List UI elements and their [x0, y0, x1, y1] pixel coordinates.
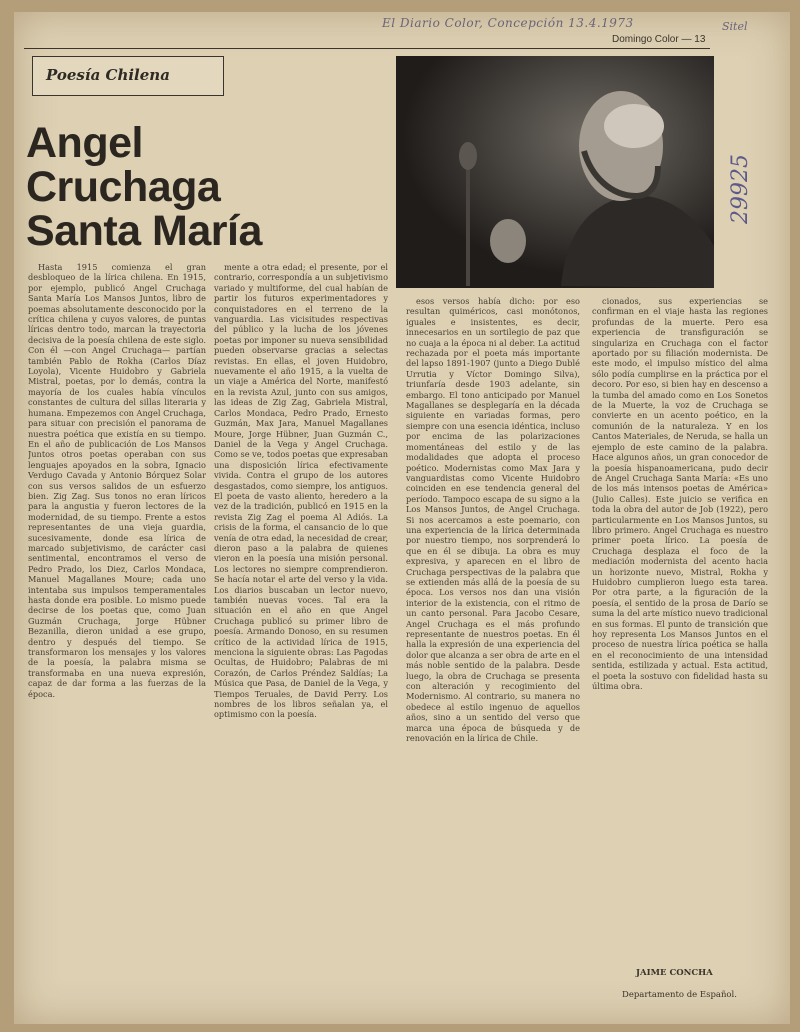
handwritten-source-note: El Diario Color, Concepción 13.4.1973 [382, 16, 634, 30]
author-photo-image [396, 56, 714, 288]
column-4-text: cionados, sus experiencias se confirman en el viaje hasta las regiones profundas de la muerte. Pero esa experiencia de transfiguración se singulariza en Cruchaga con el factor aportado por su filiación modernista. De este modo, el impulso místico del alma sólo podía cumplirse en la práctica por el decoro. Por eso, si bien hay en descenso a la tumba del amado como en Los Sonetos de la Muerte, la voz de Cruchaga se convierte en un acento poético, en la comunión de la naturaleza. Y en los Cantos Materiales, de Neruda, se halla un ejemplo de este camino de la palabra. Hace algunos años, un gran conocedor de la poesía hispanoamericana, pudo decir de Angel Cruchaga Santa María: «Es uno de los más intensos poetas de América» (Julio Calles). Este juicio se verifica en toda la obra del autor de Job (1922), pero particularmente en Los Mansos Juntos, su libro primero. Angel Cruchaga es nuestro primer poeta lírico. La poesía de Cruchaga desplaza el foco de la mediación modernista del acento hacia un horizonte nuevo, Mistral, Rokha y Huidobro cumplieron luego esta tarea. Por otra parte, a la figuración de la poesía, el sentido de la prosa de Darío se suma la del arte místico nuevo tradicional en sus formas. El punto de transición que hoy representa Los Mansos Juntos en el proceso de nuestra lírica poética se halla en el reconocimiento de una intensidad sentida, estilizada y actual. Esta actitud, el poeta la sostuvo con fidelidad hasta su última obra. [592, 296, 768, 692]
column-1-text: Hasta 1915 comienza el gran desbloqueo de la lírica chilena. En 1915, por ejemplo, publicó Angel Cruchaga Santa María Los Mansos Juntos, libro de poemas absolutamente desconocido por la crítica chilena y cuyos valores, de puntas líricas dentro todo, marcan la trayectoria decisiva de la poesía chilena de este siglo. Con él —con Angel Cruchaga— partían también Pablo de Rokha (Carlos Díaz Loyola), Vicente Huidobro y Gabriela Mistral, poetas, por lo demás, contra la mayoría de los cuales había vínculos constantes de cultura del sillas literaria y humana. Empezemos con Angel Cruchaga, para situar con precisión el panorama de nuestra poética que existía en su tiempo. En el año de publicación de Los Mansos Juntos otros poetas operaban con sus lenguajes apoyados en la sobra, Ignacio Verdugo Cavada y Antonio Bórquez Solar con sus versos salidos de un esfuerzo bien. Zig Zag. Sus tonos no eran líricos para la angustia y fueron lectores de la modernidad, de su tiempo. Frente a estos representantes de una vieja guardia, sucesivamente, donde esa lírica de marcado subjetivismo, de carácter casi sentimental, encontramos el verso de Pedro Prado, los Diez, Carlos Mondaca, Manuel Magallanes Moure; cada uno intentaba sus impulsos temperamentales hasta donde era posible. Lo mismo puede decirse de los poetas que, como Juan Guzmán Cruchaga, Jorge Hübner Bezanilla, dieron unidad a ese grupo, dentro y después del tiempo. Se transformaron los mensajes y los valores de la poesía, la palabra misma se transformaba en una nueva expresión, capaz de dar forma a las fuerzas de la época. [28, 262, 206, 699]
article-column-3 [406, 296, 580, 1012]
article-title-line-3: Santa María [26, 207, 262, 255]
article-title-line-1: Angel [26, 119, 143, 167]
page-header: Domingo Color — 13 [612, 34, 706, 45]
author-department: Departamento de Español. [622, 990, 737, 1000]
column-2-text: mente a otra edad; el presente, por el contrario, correspondía a un subjetivismo variado y multiforme, del cual habían de partir los futuros experimentadores y conquistadores en el terreno de la vanguardia. Las vicisitudes respectivas del público y la lucha de los jóvenes poetas por imponer su nueva sensibilidad pueden observarse gracias a selectas revistas. En ellas, el joven Huidobro, nuevamente el año 1915, a la vuelta de un viaje a América del Norte, manifestó en la revista Azul, junto con sus amigos, las ideas de Zig Zag, Gabriela Mistral, Carlos Mondaca, Pedro Prado, Ernesto Guzmán, Max Jara, Manuel Magallanes Moure, Jorge Hübner, Juan Guzmán C., Daniel de la Vega y Angel Cruchaga. Como se ve, todos poetas que expresaban una disposición lírica efectivamente vivida. Contra el grupo de los autores desgastados, como siempre, los antiguos. El poeta de vasto aliento, heredero a la vez de la tradición, publicó en 1915 en la revista Zig Zag el poema Al Adiós. La crisis de la forma, el cansancio de lo que venía de otra edad, la necesidad de crear, dieron paso a la palabra de quienes vieron en la poesía una misión personal. Los lectores no siempre comprendieron. Se hacía notar el arte del verso y la vida. Los diarios buscaban un lector nuevo, también nuevas voces. Tal era la situación en el año en que Angel Cruchaga publicó su primer libro de poesía. Armando Donoso, en su resumen crítico de la actividad lírica de 1915, menciona la siguiente obras: Las Pagodas Ocultas, de Huidobro; Palabras de mi Corazón, de Carlos Préndez Saldías; La Música que Pasa, de Daniel de la Vega, y Tiempos Teruales, de David Perry. Los nombres de los libros señalan ya, el optimismo con la poesía. [214, 262, 388, 720]
article-column-4 [592, 296, 768, 960]
header-rule [24, 48, 710, 49]
handwritten-corner-note: Sitel [722, 20, 748, 33]
section-label: Poesía Chilena [46, 66, 170, 84]
article-title-line-2: Cruchaga [26, 163, 221, 211]
column-3-text: esos versos había dicho: por eso resultan quiméricos, casi monótonos, iguales e insistentes, es decir, innecesarios en un sortilegio de paz que no cuaja a la época ni al deber. La actitud rechazada por el poeta más importante del lapso 1891-1907 (junto a Diego Dublé Urrutia y Víctor Domingo Silva), triunfaría desde 1903 adelante, sin embargo. El tono anticipado por Manuel Magallanes se desplegaría en la década siguiente en variadas formas, pero siempre con una esencia idéntica, incluso por encima de las polarizaciones momentáneas del estilo y de las modalidades que adopta el proceso poético. Modernistas como Max Jara y vanguardistas como Vicente Huidobro coinciden en ese tendencia general del período. Tampoco escapa de su signo a la Los Mansos Juntos, de Angel Cruchaga. Si nos acercamos a este poemario, con una experiencia de la lírica determinada por nuestro tiempo, nos sorprenderá lo que en él se dibuja. La obra es muy expresiva, y aparecen en el libro de Cruchaga perspectivas de la palabra que se extienden más allá de la poesía de su época. Los versos nos dan una visión interior de la existencia, con el ritmo de un canto personal. Para Jacobo Cesare, Angel Cruchaga es el más profundo representante de nuestros poetas. En él halla la expresión de una experiencia del dolor que alcanza a ser obra de arte en el más noble sentido de la palabra. Desde luego, la obra de Cruchaga se presenta con alteración y recogimiento del Modernismo. Al contrario, su manera no obedece al estilo ingenuo de aquellos años, sino a un sentido del verso que marca una época de búsqueda y de renovación en la lírica de Chile. [406, 296, 580, 744]
article-column-1 [28, 262, 206, 1012]
newspaper-clipping [14, 12, 790, 1024]
author-signature: JAIME CONCHA [636, 968, 713, 978]
article-column-2 [214, 262, 388, 1012]
handwritten-catalog-number: 29925 [728, 154, 753, 224]
author-photo [396, 56, 714, 288]
